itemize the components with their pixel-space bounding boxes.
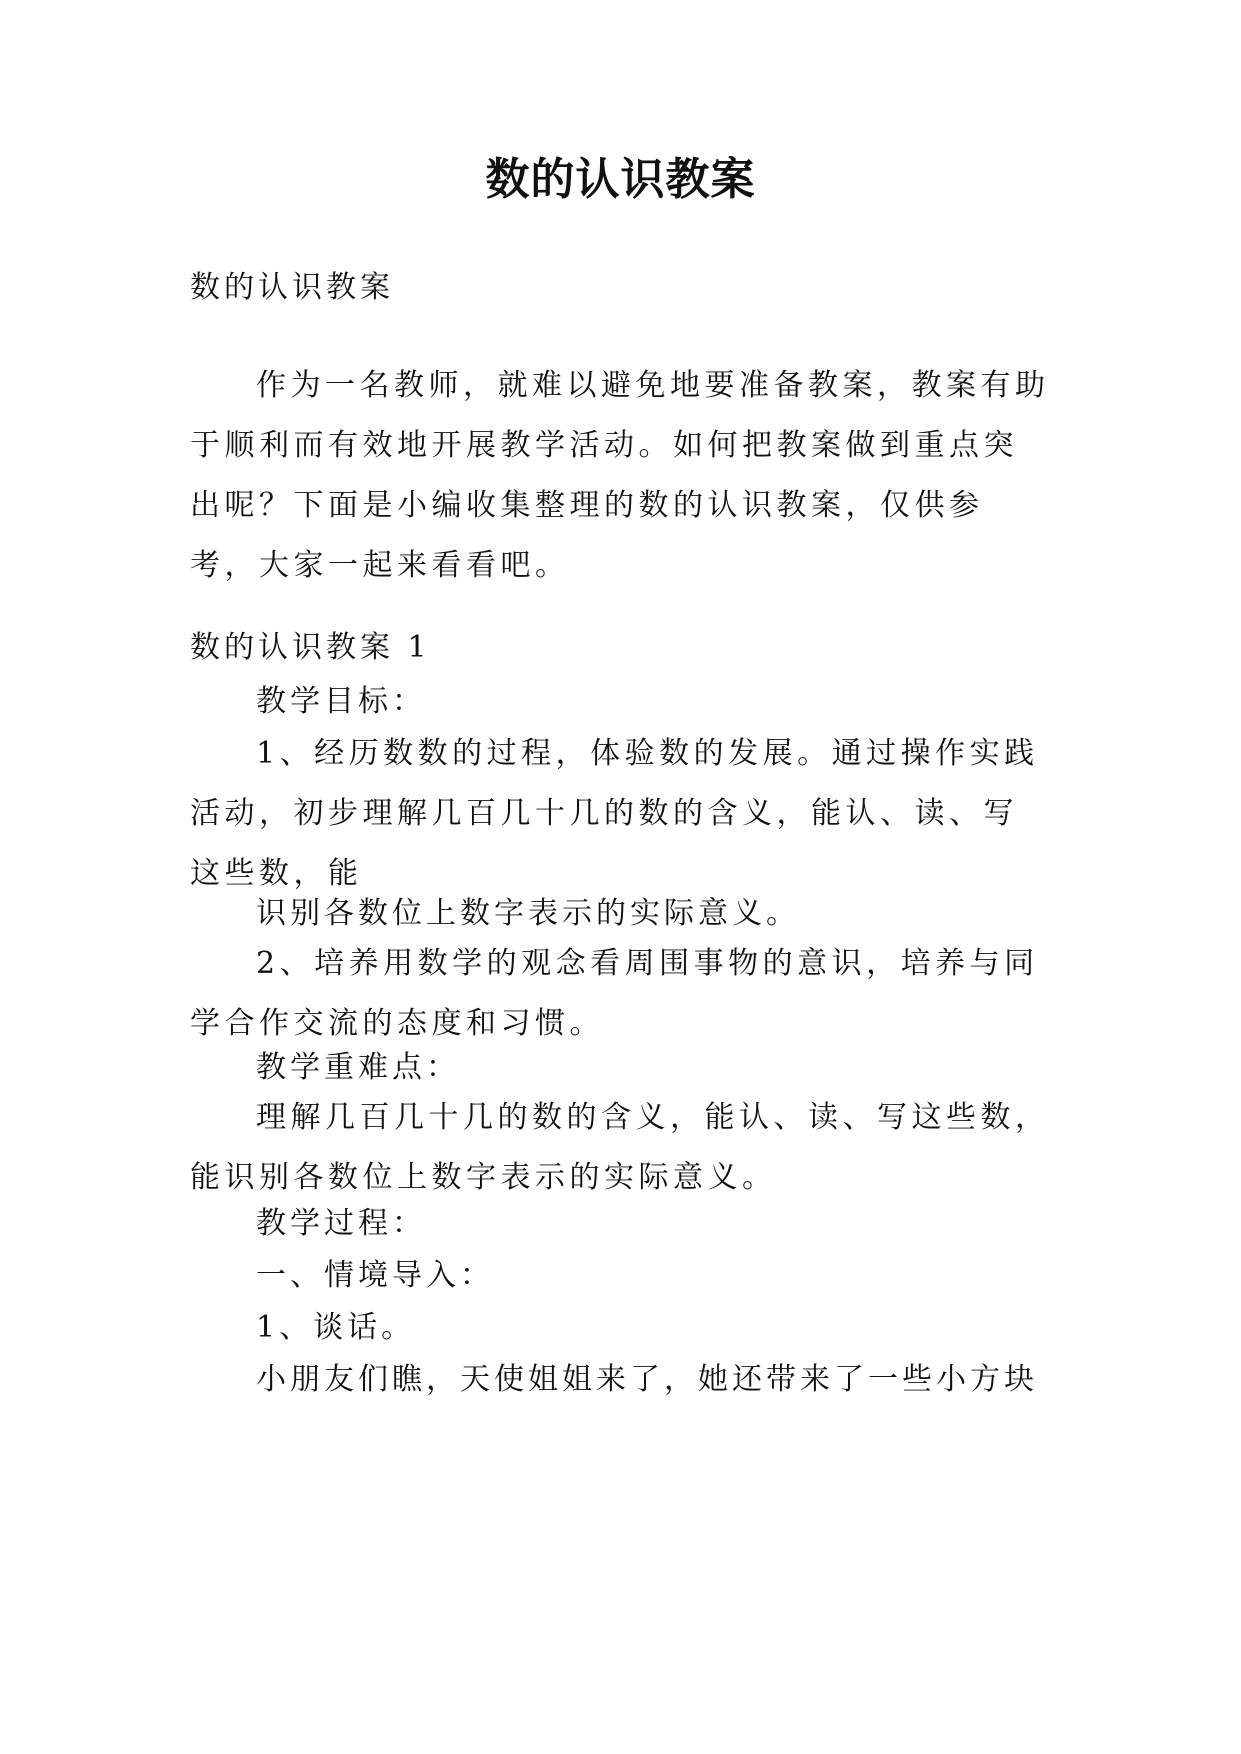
goals-label: 教学目标： bbox=[256, 684, 426, 719]
document-title: 数的认识教案 bbox=[485, 154, 756, 205]
step-1-subheading: 1、谈话。 bbox=[256, 1310, 416, 1345]
intro-paragraph: 作为一名教师，就难以避免地要准备教案，教案有助于顺利而有效地开展教学活动。如何把教案做到重点突出呢？下面是小编收集整理的数的认识教案，仅供参考，大家一起来看看吧。 bbox=[190, 368, 1050, 583]
section-heading: 数的认识教案 1 bbox=[190, 630, 431, 665]
goal-1-paragraph: 1、经历数数的过程，体验数的发展。通过操作实践活动，初步理解几百几十几的数的含义，能认、读、写这些数，能 bbox=[190, 736, 1039, 891]
document-subtitle: 数的认识教案 bbox=[190, 270, 394, 305]
goal-1-continuation: 识别各数位上数字表示的实际意义。 bbox=[256, 896, 800, 931]
key-points-paragraph: 理解几百几十几的数的含义，能认、读、写这些数，能识别各数位上数字表示的实际意义。 bbox=[190, 1100, 1050, 1195]
process-label: 教学过程： bbox=[256, 1206, 426, 1241]
step-1-heading: 一、情境导入： bbox=[256, 1258, 494, 1293]
step-1-text: 小朋友们瞧，天使姐姐来了，她还带来了一些小方块 bbox=[256, 1362, 1038, 1397]
goal-2-paragraph: 2、培养用数学的观念看周围事物的意识，培养与同学合作交流的态度和习惯。 bbox=[190, 946, 1039, 1041]
key-points-label: 教学重难点： bbox=[256, 1050, 460, 1085]
